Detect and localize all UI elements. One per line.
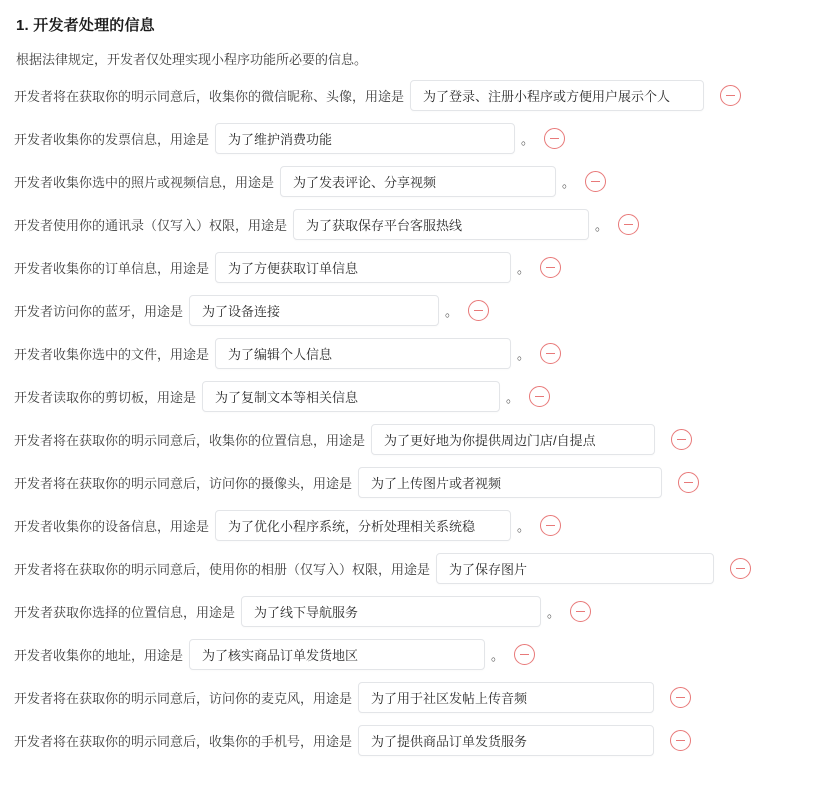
period-mark: 。 bbox=[517, 347, 531, 362]
info-row-label: 开发者收集你的地址，用途是 bbox=[14, 648, 184, 663]
info-row-label: 开发者将在获取你的明示同意后，收集你的位置信息，用途是 bbox=[14, 433, 366, 448]
section-description: 根据法律规定，开发者仅处理实现小程序功能所必要的信息。 bbox=[16, 52, 368, 67]
purpose-input[interactable] bbox=[202, 381, 500, 412]
period-mark: 。 bbox=[491, 648, 505, 663]
info-row-label: 开发者将在获取你的明示同意后，访问你的麦克风，用途是 bbox=[14, 691, 353, 706]
minus-bar bbox=[576, 611, 585, 612]
info-row-label: 开发者收集你的设备信息，用途是 bbox=[14, 519, 210, 534]
info-row bbox=[14, 166, 799, 197]
minus-bar bbox=[684, 482, 693, 483]
info-row-list bbox=[14, 80, 799, 756]
info-row bbox=[14, 596, 799, 627]
info-row bbox=[14, 295, 799, 326]
minus-circle-icon[interactable] bbox=[618, 214, 639, 235]
minus-circle-icon[interactable] bbox=[678, 472, 699, 493]
purpose-input[interactable] bbox=[358, 682, 654, 713]
info-row bbox=[14, 80, 799, 111]
info-row-label: 开发者收集你的订单信息，用途是 bbox=[14, 261, 210, 276]
info-row bbox=[14, 252, 799, 283]
info-row bbox=[14, 467, 799, 498]
minus-bar bbox=[726, 95, 735, 96]
purpose-input[interactable] bbox=[215, 252, 511, 283]
period-mark: 。 bbox=[562, 175, 576, 190]
page-title: 1. 开发者处理的信息 bbox=[16, 17, 155, 34]
minus-circle-icon[interactable] bbox=[540, 515, 561, 536]
info-row bbox=[14, 338, 799, 369]
info-row-label: 开发者收集你的发票信息，用途是 bbox=[14, 132, 210, 147]
info-row bbox=[14, 725, 799, 756]
purpose-input[interactable] bbox=[436, 553, 714, 584]
info-row-label: 开发者收集你选中的照片或视频信息，用途是 bbox=[14, 175, 275, 190]
minus-bar bbox=[546, 267, 555, 268]
minus-circle-icon[interactable] bbox=[468, 300, 489, 321]
minus-bar bbox=[550, 138, 559, 139]
info-row-label: 开发者获取你选择的位置信息，用途是 bbox=[14, 605, 236, 620]
info-row bbox=[14, 510, 799, 541]
purpose-input[interactable] bbox=[410, 80, 704, 111]
info-row bbox=[14, 424, 799, 455]
minus-bar bbox=[591, 181, 600, 182]
purpose-input[interactable] bbox=[189, 295, 439, 326]
period-mark: 。 bbox=[506, 390, 520, 405]
minus-bar bbox=[535, 396, 544, 397]
period-mark: 。 bbox=[595, 218, 609, 233]
info-row bbox=[14, 381, 799, 412]
info-row bbox=[14, 639, 799, 670]
period-mark: 。 bbox=[521, 132, 535, 147]
minus-circle-icon[interactable] bbox=[529, 386, 550, 407]
minus-circle-icon[interactable] bbox=[540, 343, 561, 364]
purpose-input[interactable] bbox=[215, 510, 511, 541]
purpose-input[interactable] bbox=[293, 209, 589, 240]
purpose-input[interactable] bbox=[215, 338, 511, 369]
info-row-label: 开发者将在获取你的明示同意后，使用你的相册（仅写入）权限，用途是 bbox=[14, 562, 431, 577]
info-row bbox=[14, 209, 799, 240]
info-row-label: 开发者收集你选中的文件，用途是 bbox=[14, 347, 210, 362]
period-mark: 。 bbox=[517, 261, 531, 276]
minus-circle-icon[interactable] bbox=[540, 257, 561, 278]
info-row-label: 开发者使用你的通讯录（仅写入）权限，用途是 bbox=[14, 218, 288, 233]
info-row-label: 开发者将在获取你的明示同意后，收集你的微信昵称、头像，用途是 bbox=[14, 89, 405, 104]
info-row bbox=[14, 123, 799, 154]
minus-circle-icon[interactable] bbox=[570, 601, 591, 622]
minus-bar bbox=[546, 525, 555, 526]
minus-bar bbox=[520, 654, 529, 655]
minus-circle-icon[interactable] bbox=[671, 429, 692, 450]
info-row-label: 开发者将在获取你的明示同意后，收集你的手机号，用途是 bbox=[14, 734, 353, 749]
info-row-label: 开发者访问你的蓝牙，用途是 bbox=[14, 304, 184, 319]
minus-circle-icon[interactable] bbox=[514, 644, 535, 665]
minus-bar bbox=[676, 697, 685, 698]
minus-bar bbox=[474, 310, 483, 311]
info-row-label: 开发者读取你的剪切板，用途是 bbox=[14, 390, 197, 405]
purpose-input[interactable] bbox=[358, 725, 654, 756]
minus-bar bbox=[677, 439, 686, 440]
purpose-input[interactable] bbox=[358, 467, 662, 498]
minus-bar bbox=[624, 224, 633, 225]
minus-bar bbox=[736, 568, 745, 569]
period-mark: 。 bbox=[445, 304, 459, 319]
minus-circle-icon[interactable] bbox=[544, 128, 565, 149]
period-mark: 。 bbox=[517, 519, 531, 534]
purpose-input[interactable] bbox=[371, 424, 655, 455]
info-row-label: 开发者将在获取你的明示同意后，访问你的摄像头，用途是 bbox=[14, 476, 353, 491]
minus-circle-icon[interactable] bbox=[585, 171, 606, 192]
minus-circle-icon[interactable] bbox=[730, 558, 751, 579]
purpose-input[interactable] bbox=[215, 123, 515, 154]
minus-circle-icon[interactable] bbox=[670, 730, 691, 751]
info-row bbox=[14, 682, 799, 713]
purpose-input[interactable] bbox=[189, 639, 485, 670]
minus-circle-icon[interactable] bbox=[720, 85, 741, 106]
minus-bar bbox=[676, 740, 685, 741]
purpose-input[interactable] bbox=[280, 166, 556, 197]
minus-bar bbox=[546, 353, 555, 354]
period-mark: 。 bbox=[547, 605, 561, 620]
minus-circle-icon[interactable] bbox=[670, 687, 691, 708]
purpose-input[interactable] bbox=[241, 596, 541, 627]
info-row bbox=[14, 553, 799, 584]
